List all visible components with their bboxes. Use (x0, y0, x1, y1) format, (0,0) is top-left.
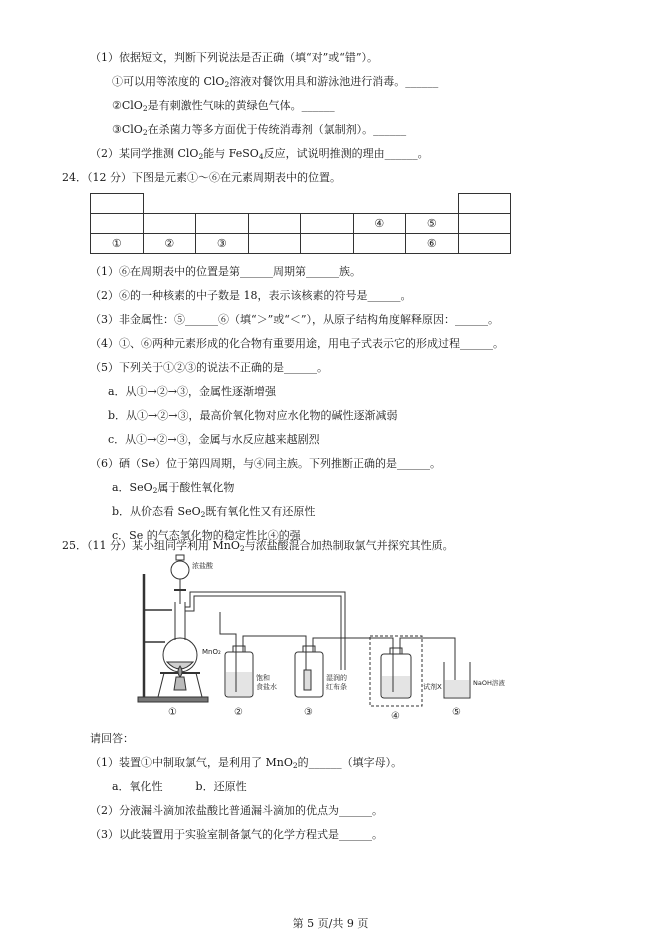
q25-part3: （3）以此装置用于实验室制备氯气的化学方程式是______。 (90, 828, 383, 841)
q25-part1-options: a．氧化性 b．还原性 (112, 780, 247, 793)
pt-cell-1: ① (91, 234, 144, 254)
label-reagent-x: 试剂X (423, 683, 442, 691)
q24-part3: （3）非金属性：⑤______⑥（填“＞”或“＜”），从原子结构角度解释原因：______。 (90, 313, 499, 326)
label-n3: ③ (304, 707, 313, 718)
q24-header: 24．（12 分）下图是元素①～⑥在元素周期表中的位置。 (62, 171, 341, 184)
pt-cell (458, 194, 511, 214)
pt-cell-2: ② (143, 234, 196, 254)
label-n2: ② (234, 707, 243, 718)
pt-cell-5: ⑤ (406, 214, 459, 234)
stand-base (138, 697, 208, 702)
page-footer: 第 5 页/共 9 页 (292, 917, 369, 930)
label-hcl: 浓盐酸 (192, 562, 213, 570)
q24-part6: （6）硒（Se）位于第四周期，与④同主族。下列推断正确的是______。 (90, 457, 442, 470)
q25-part1: （1）装置①中制取氯气，是利用了 MnO$_2$的______（填字母）。 (90, 756, 403, 770)
q25-header: 25．（11 分）某小组同学利用 MnO$_2$与浓盐酸混合加热制取氯气并探究其性质。 (62, 539, 454, 553)
q24-part4: （4）①、⑥两种元素形成的化合物有重要用途，用电子式表示它的形成过程______。 (90, 337, 504, 350)
q24-part5-option-b: b．从①→②→③，最高价氧化物对应水化物的碱性逐渐减弱 (108, 409, 398, 422)
q23-statement-2: ②ClO$_2$是有刺激性气味的黄绿色气体。______ (112, 99, 335, 113)
q24-part5-option-c: c．从①→②→③，金属与水反应越来越剧烈 (108, 433, 320, 446)
q23-statement-3: ③ClO$_2$在杀菌力等多方面优于传统消毒剂（氯制剂）。______ (112, 123, 407, 137)
q24-part6-option-c: c．Se 的气态氢化物的稳定性比④的强 (112, 529, 301, 542)
label-n5: ⑤ (452, 707, 461, 718)
label-naoh: NaOH溶液 (473, 679, 505, 687)
label-mno2: MnO₂ (202, 648, 221, 656)
alcohol-burner (174, 677, 186, 690)
label-n4: ④ (391, 711, 400, 722)
pt-cell (91, 194, 144, 214)
apparatus-diagram (130, 552, 510, 727)
q24-part5-option-a: a．从①→②→③，金属性逐渐增强 (108, 385, 276, 398)
separatory-funnel (171, 561, 189, 579)
q24-part6-option-b: b．从价态看 SeO$_2$既有氧化性又有还原性 (112, 505, 316, 519)
q24-part6-option-a: a．SeO$_2$属于酸性氧化物 (112, 481, 235, 495)
q24-part5: （5）下列关于①②③的说法不正确的是______。 (90, 361, 328, 374)
pt-cell-6: ⑥ (406, 234, 459, 254)
pt-cell-3: ③ (196, 234, 249, 254)
q25-part2: （2）分液漏斗滴加浓盐酸比普通漏斗滴加的优点为______。 (90, 804, 383, 817)
label-cloth-2: 红布条 (326, 683, 347, 691)
label-brine-2: 食盐水 (256, 683, 277, 691)
q24-part2: （2）⑥的一种核素的中子数是 18，表示该核素的符号是______。 (90, 289, 412, 302)
q25-intro: 请回答： (90, 732, 134, 745)
pt-cell-4: ④ (353, 214, 406, 234)
label-cloth-1: 湿润的 (326, 674, 347, 682)
q23-part2: （2）某同学推测 ClO$_2$能与 FeSO$_4$反应，试说明推测的理由______。 (90, 147, 429, 161)
periodic-table-excerpt (90, 193, 511, 254)
label-n1: ① (168, 707, 177, 718)
label-brine-1: 饱和 (256, 674, 270, 682)
q23-statement-1: ①可以用等浓度的 ClO$_2$溶液对餐饮用具和游泳池进行消毒。______ (112, 75, 439, 89)
q24-part1: （1）⑥在周期表中的位置是第______周期第______族。 (90, 265, 361, 278)
q23-part1-intro: （1）依据短文，判断下列说法是否正确（填“对”或“错”）。 (90, 51, 378, 64)
